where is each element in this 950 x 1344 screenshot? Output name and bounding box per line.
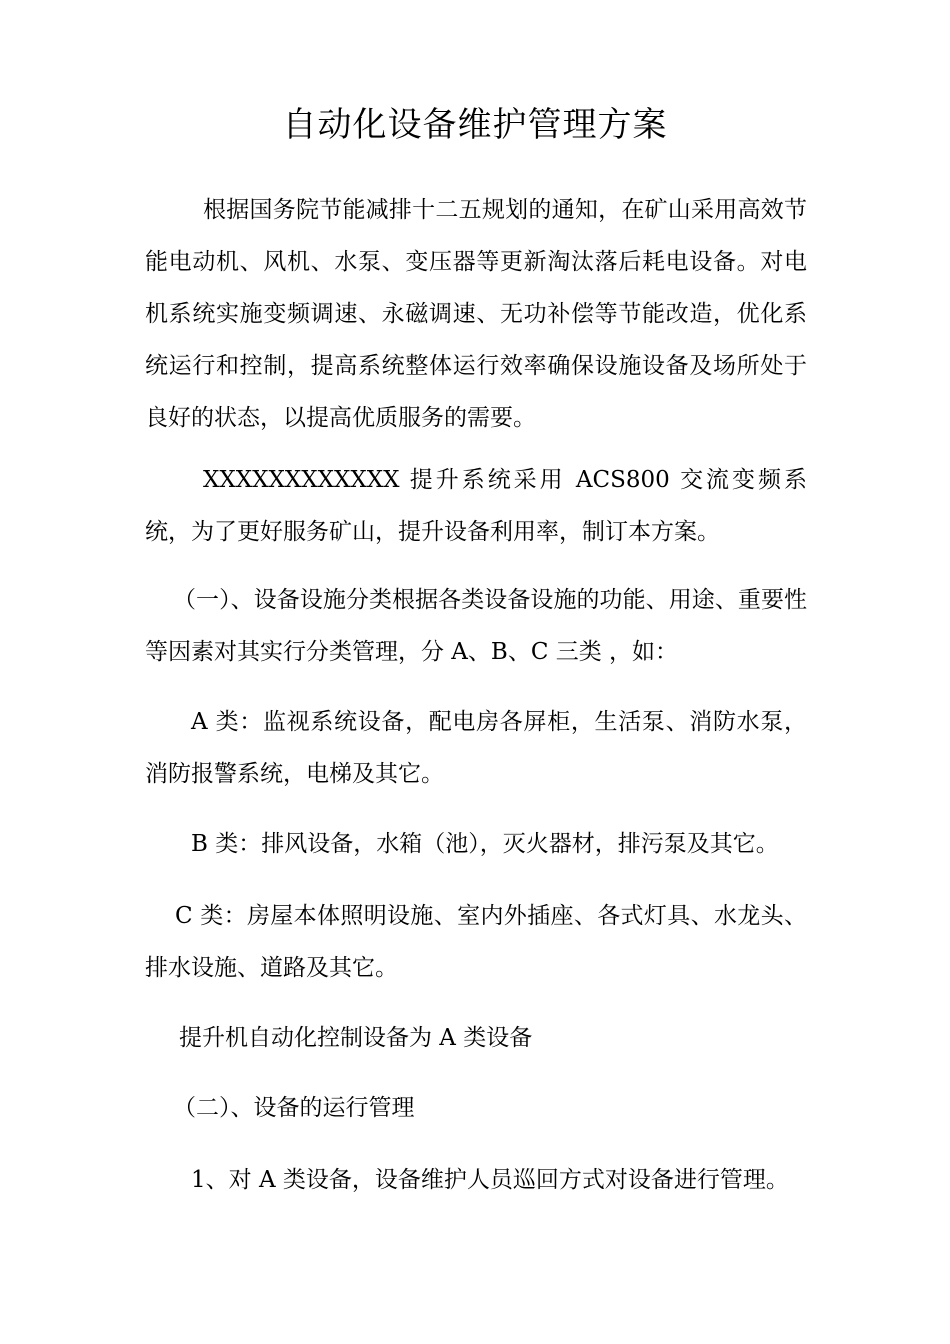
paragraph-class-a: A 类：监视系统设备，配电房各屏柜，生活泵、消防水泵，消防报警系统，电梯及其它。 — [145, 709, 807, 787]
paragraph-system: XXXXXXXXXXXX 提升系统采用 ACS800 交流变频系统，为了更好服务矿山，提升设备利用率，制订本方案。 — [145, 467, 807, 545]
paragraph-section-2-heading: （二）、设备的运行管理 — [173, 1095, 415, 1121]
paragraph-class-c: C 类：房屋本体照明设施、室内外插座、各式灯具、水龙头、排水设施、道路及其它。 — [145, 903, 807, 981]
paragraph-intro: 根据国务院节能减排十二五规划的通知，在矿山采用高效节能电动机、风机、水泵、变压器等更新淘汰落后耗电设备。对电机系统实施变频调速、永磁调速、无功补偿等节能改造，优化系统运行和控制，提高系统整体运行效率确保设施设备及场所处于良好的状态，以提高优质服务的需要。 — [145, 197, 807, 431]
paragraph-item-1: 1、对 A 类设备，设备维护人员巡回方式对设备进行管理。 — [191, 1167, 789, 1193]
paragraph-class-b: B 类：排风设备，水箱（池），灭火器材，排污泵及其它。 — [191, 831, 779, 857]
document-title: 自动化设备维护管理方案 — [282, 105, 668, 145]
paragraph-hoist-class: 提升机自动化控制设备为 A 类设备 — [179, 1025, 533, 1051]
paragraph-section-1-heading: （一）、设备设施分类根据各类设备设施的功能、用途、重要性等因素对其实行分类管理，分 A、B、C 三类 ，如： — [145, 587, 807, 665]
